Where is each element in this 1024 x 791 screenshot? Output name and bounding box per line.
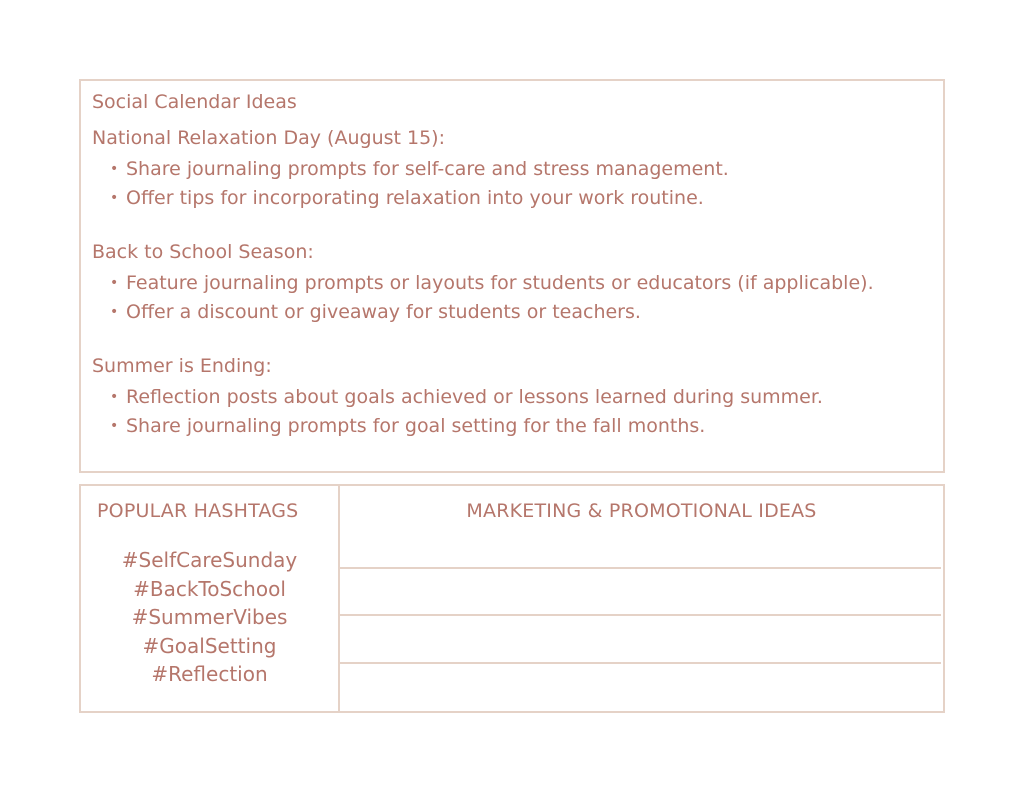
section-heading: Back to School Season: xyxy=(92,241,314,263)
bullet-text: Offer a discount or giveaway for students or teachers. xyxy=(126,300,641,323)
bullet-dot-icon: • xyxy=(110,189,119,206)
writing-line xyxy=(340,567,941,569)
hashtag-item: #BackToSchool xyxy=(133,576,286,601)
section-heading: Summer is Ending: xyxy=(92,355,272,377)
popular-hashtags-column xyxy=(81,486,340,711)
hashtag-item: #SelfCareSunday xyxy=(121,548,298,572)
bullet-dot-icon: • xyxy=(110,161,119,177)
hashtag-item: #SummerVibes xyxy=(131,605,288,629)
section-heading: National Relaxation Day (August 15): xyxy=(92,127,445,149)
bullet-list xyxy=(92,269,933,326)
bullet-text: Reflection posts about goals achieved or lessons learned during summer. xyxy=(126,386,823,408)
bullet-item xyxy=(110,412,933,441)
bullet-dot-icon: • xyxy=(110,275,119,291)
bullet-item xyxy=(110,298,933,327)
bullet-list xyxy=(92,155,933,212)
hashtag-list xyxy=(81,546,338,689)
calendar-section-summer-ending xyxy=(92,355,933,440)
hashtag-item: #GoalSetting xyxy=(142,633,277,658)
calendar-section-relaxation-day xyxy=(92,127,933,212)
bullet-text: Share journaling prompts for self-care and stress management. xyxy=(126,158,729,180)
social-calendar-box xyxy=(79,79,945,473)
bullet-text: Share journaling prompts for goal setting for the fall months. xyxy=(126,414,706,437)
bullet-item xyxy=(110,155,933,184)
hashtags-marketing-table xyxy=(79,484,945,713)
writing-line xyxy=(340,614,941,616)
bullet-text: Feature journaling prompts or layouts for students or educators (if applicable). xyxy=(126,272,874,294)
bullet-dot-icon: • xyxy=(110,417,119,434)
marketing-ideas-heading: MARKETING & PROMOTIONAL IDEAS xyxy=(466,500,817,522)
writing-line xyxy=(340,662,941,664)
bullet-dot-icon: • xyxy=(110,389,119,405)
calendar-section-back-to-school xyxy=(92,241,933,326)
popular-hashtags-heading: POPULAR HASHTAGS xyxy=(97,500,299,522)
bullet-list xyxy=(92,383,933,440)
bullet-item xyxy=(110,184,933,213)
bullet-dot-icon: • xyxy=(110,303,119,320)
calendar-title: Social Calendar Ideas xyxy=(92,91,297,113)
hashtag-item: #Reflection xyxy=(151,662,268,686)
bullet-item xyxy=(110,269,933,298)
marketing-ideas-column xyxy=(340,486,943,711)
bullet-item xyxy=(110,383,933,412)
bullet-text: Offer tips for incorporating relaxation into your work routine. xyxy=(126,186,704,209)
